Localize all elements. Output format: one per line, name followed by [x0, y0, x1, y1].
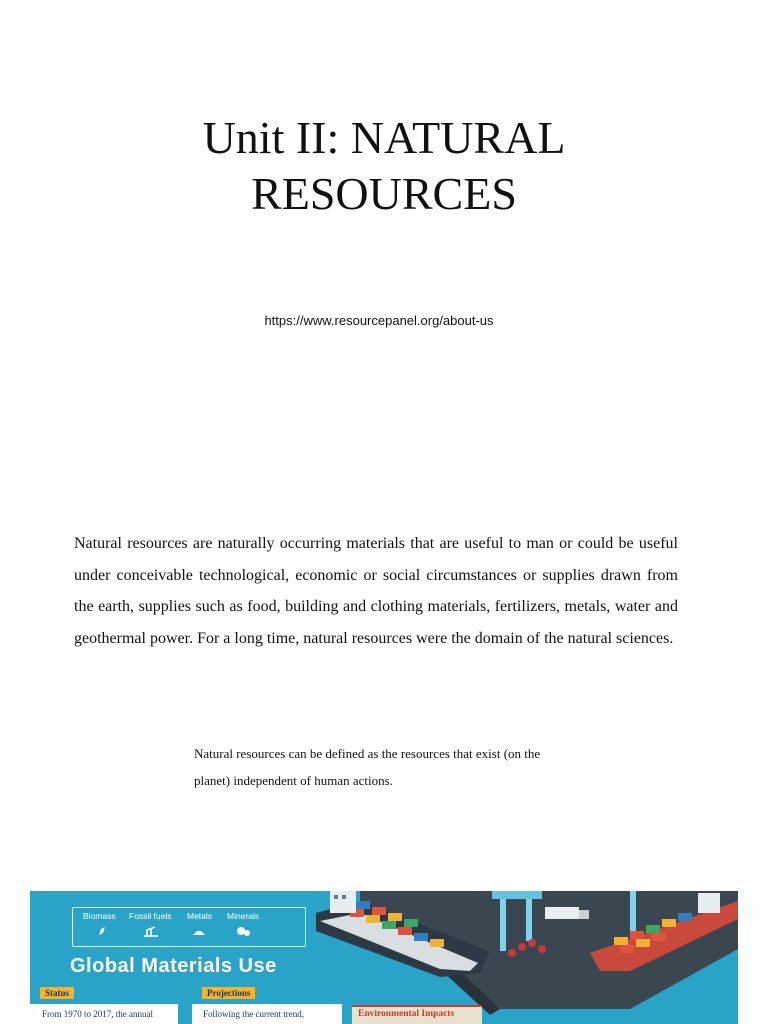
infographic-title: Global Materials Use [70, 955, 277, 977]
global-materials-infographic [30, 891, 738, 1024]
category-metals-label: Metals [187, 911, 213, 921]
oil-pump-icon [143, 925, 159, 937]
title-line-2: RESOURCES [251, 168, 517, 219]
definition-text: Natural resources can be defined as the resources that exist (on the planet) independent of human actions. [194, 746, 541, 788]
title-line-1: Unit II: NATURAL [202, 112, 566, 163]
intro-paragraph: Natural resources are naturally occurring materials that are useful to man or could be useful under conceivable technological, economic or social circumstances or supplies drawn from the earth, supplies such as food, building and clothing materials, fertilizers, metals, water and geothermal power. For a long time, natural resources were the domain of the natural sciences. [74, 535, 678, 647]
projections-text: Following the current trend, [203, 1009, 304, 1019]
category-minerals-label: Minerals [227, 911, 260, 921]
page-title [0, 110, 768, 222]
source-url[interactable]: https://www.resourcepanel.org/about-us [264, 313, 494, 328]
status-text: From 1970 to 2017, the annual [42, 1009, 153, 1019]
environmental-impacts-label: Environmental Impacts [358, 1009, 455, 1019]
metals-icon [191, 925, 207, 937]
status-tag: Status [40, 987, 74, 999]
category-biomass-label: Biomass [83, 911, 116, 921]
resource-categories [72, 907, 306, 947]
biomass-icon [91, 925, 107, 937]
minerals-icon [235, 925, 251, 937]
category-fossil-fuels-label: Fossil fuels [129, 911, 172, 921]
projections-tag: Projections [202, 987, 255, 999]
environmental-impacts-tag [352, 1005, 482, 1024]
